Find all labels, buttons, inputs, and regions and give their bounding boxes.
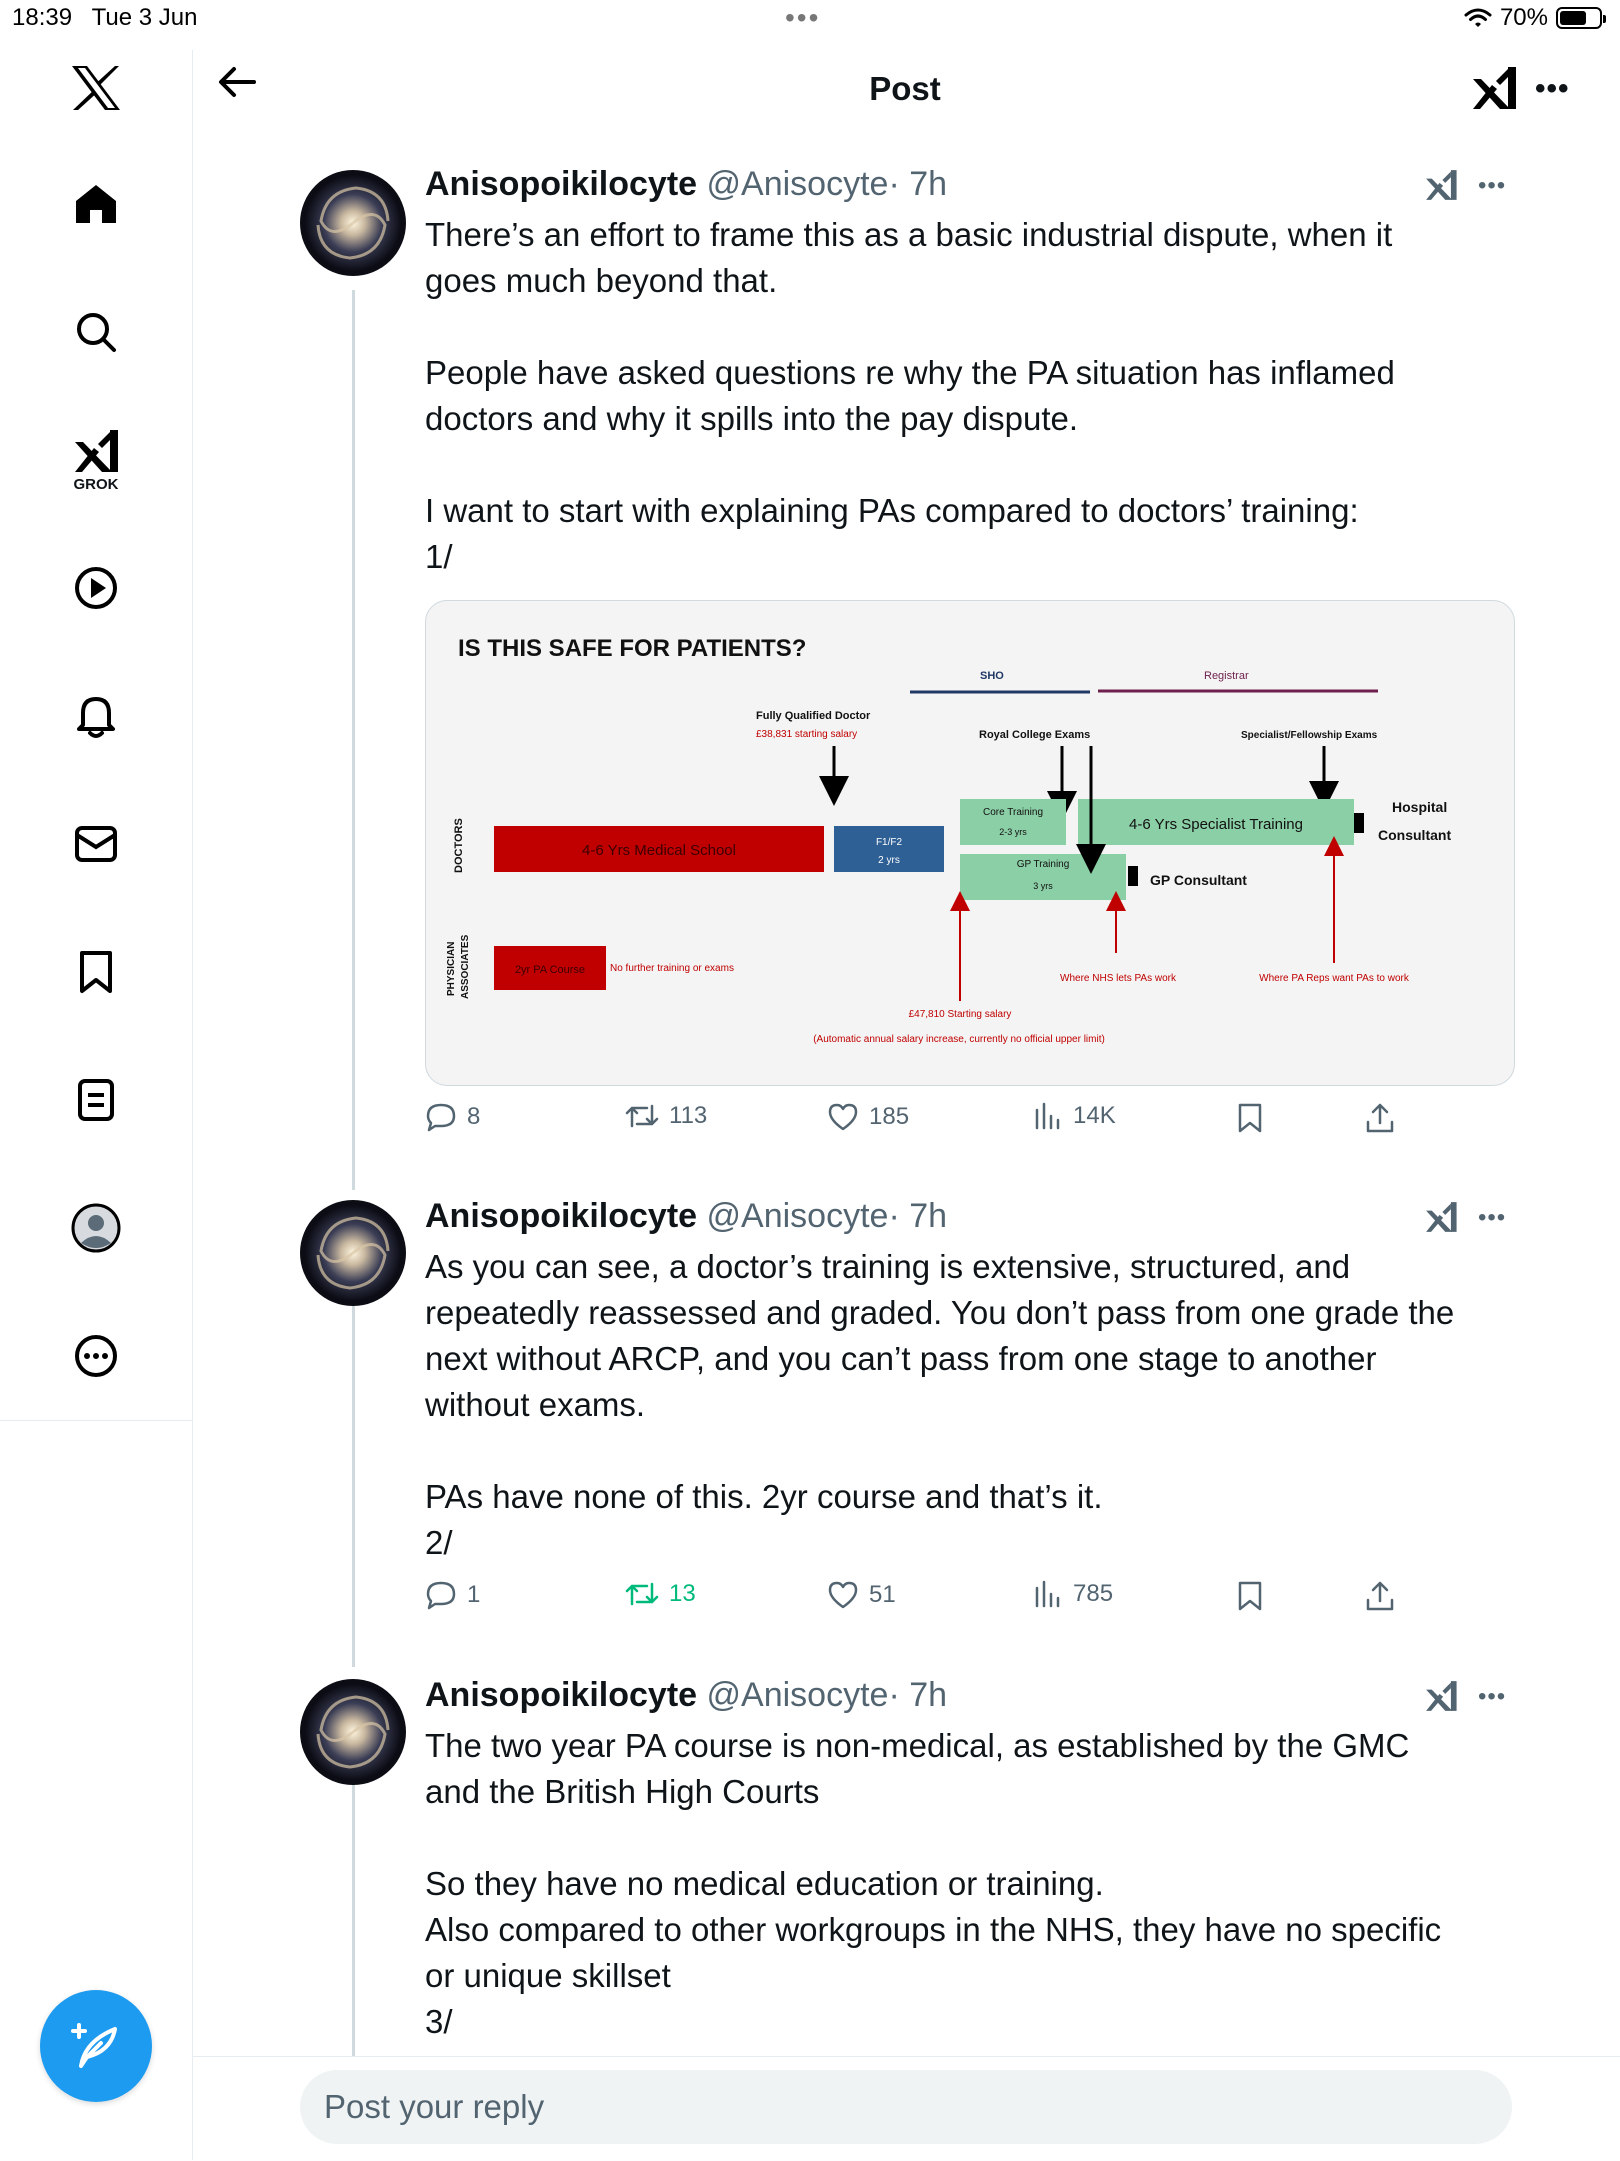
core-yrs-label: 2-3 yrs — [999, 827, 1027, 837]
sidebar-item-videos[interactable] — [66, 558, 126, 618]
text-line: and the British High Courts — [425, 1773, 820, 1810]
compose-feather-icon — [71, 2021, 121, 2071]
medical-school-label: 4-6 Yrs Medical School — [582, 842, 736, 859]
galaxy-avatar-image — [300, 170, 406, 276]
text-line: next without ARCP, and you can’t pass from one stage to another — [425, 1340, 1377, 1377]
thread-line — [352, 1740, 355, 2060]
post-more-button[interactable]: ••• — [1478, 1204, 1507, 1231]
text-line: goes much beyond that. — [425, 262, 778, 299]
bookmark-icon — [1237, 1102, 1263, 1134]
text-line: Also compared to other workgroups in the NHS, they have no specific — [425, 1911, 1442, 1948]
like-count: 51 — [869, 1581, 896, 1608]
grok-icon — [1424, 168, 1458, 202]
repost-button[interactable] — [625, 1580, 696, 1608]
no-further-label: No further training or exams — [610, 963, 734, 974]
text-line: 2/ — [425, 1524, 453, 1561]
specialist-training-label: 4-6 Yrs Specialist Training — [1129, 816, 1303, 833]
page-title: Post — [869, 70, 941, 107]
reply-icon — [425, 1580, 457, 1610]
grok-icon — [1424, 1679, 1458, 1713]
pa-course-label: 2yr PA Course — [514, 964, 586, 976]
grok-label: GROK — [73, 475, 119, 493]
heart-icon — [827, 1580, 859, 1610]
text-line: without exams. — [425, 1386, 646, 1423]
views-chart-icon — [1033, 1580, 1063, 1608]
sidebar — [0, 50, 193, 2160]
home-icon — [74, 183, 118, 225]
post-more-button[interactable]: ••• — [1478, 172, 1507, 199]
text-line: or unique skillset — [425, 1957, 671, 1994]
post-header — [425, 1197, 947, 1236]
share-icon — [1365, 1102, 1395, 1134]
core-training-bar — [960, 799, 1066, 845]
pa-salary-label: £47,810 Starting salary — [908, 1009, 1012, 1020]
royal-college-label: Royal College Exams — [979, 729, 1091, 741]
like-button[interactable] — [827, 1580, 896, 1610]
status-time: 18:39 Tue 3 Jun — [12, 4, 198, 31]
gp-yrs-label: 3 yrs — [1033, 881, 1053, 891]
bookmark-icon — [79, 950, 113, 994]
post-text — [425, 1723, 1515, 2045]
reply-input[interactable] — [300, 2070, 1512, 2144]
sidebar-divider — [0, 1420, 192, 1421]
grok-icon — [72, 428, 120, 474]
gp-training-label: GP Training — [1016, 859, 1070, 870]
physician-axis-label: PHYSICIAN — [446, 941, 457, 996]
specialist-exams-label: Specialist/Fellowship Exams — [1241, 730, 1378, 741]
author-handle[interactable]: @Anisocyte — [706, 165, 889, 203]
sidebar-item-search[interactable] — [66, 302, 126, 362]
post-grok-button[interactable] — [1424, 168, 1458, 207]
avatar[interactable] — [300, 170, 406, 276]
post-image[interactable] — [425, 600, 1515, 1086]
text-line: 3/ — [425, 2003, 453, 2040]
post-time[interactable]: · 7h — [888, 1197, 948, 1235]
avatar[interactable] — [300, 1200, 406, 1306]
sidebar-item-bookmarks[interactable] — [66, 942, 126, 1002]
text-line: There’s an effort to frame this as a basic industrial dispute, when it — [425, 216, 1393, 253]
author-name[interactable]: Anisopoikilocyte — [425, 165, 698, 203]
bookmark-button[interactable] — [1237, 1102, 1263, 1134]
post-more-button[interactable]: ••• — [1478, 1683, 1507, 1710]
views-count: 785 — [1073, 1580, 1114, 1607]
author-handle[interactable]: @Anisocyte — [706, 1197, 889, 1235]
thread-line — [352, 290, 355, 1190]
text-line: So they have no medical education or training. — [425, 1865, 1104, 1902]
associates-axis-label: ASSOCIATES — [460, 934, 471, 999]
author-name[interactable]: Anisopoikilocyte — [425, 1676, 698, 1714]
sho-label: SHO — [980, 670, 1004, 682]
bookmark-icon — [1237, 1580, 1263, 1612]
bookmark-button[interactable] — [1237, 1580, 1263, 1612]
sidebar-item-home[interactable] — [66, 174, 126, 234]
fully-qualified-label: Fully Qualified Doctor — [756, 710, 871, 722]
f1f2-yrs-label: 2 yrs — [878, 855, 900, 866]
views-button[interactable] — [1033, 1580, 1113, 1608]
post-header — [425, 165, 947, 204]
mail-icon — [74, 825, 118, 863]
post-actions — [425, 1580, 1425, 1620]
pa-salary-note: (Automatic annual salary increase, currently no official upper limit) — [813, 1034, 1105, 1045]
repost-icon — [625, 1102, 659, 1130]
post-grok-button[interactable] — [1424, 1679, 1458, 1718]
sidebar-item-notifications[interactable] — [66, 686, 126, 746]
nhs-lets-label: Where NHS lets PAs work — [1060, 973, 1176, 984]
sidebar-item-lists[interactable] — [66, 1070, 126, 1130]
registrar-label: Registrar — [1204, 670, 1249, 682]
search-icon — [75, 311, 117, 353]
text-line: I want to start with explaining PAs compared to doctors’ training: — [425, 492, 1359, 529]
pa-reps-label: Where PA Reps want PAs to work — [1259, 973, 1409, 984]
sidebar-item-messages[interactable] — [66, 814, 126, 874]
post-header — [425, 1676, 947, 1715]
doctors-axis-label: DOCTORS — [453, 818, 465, 873]
hospital-consultant-label-1: Hospital — [1392, 799, 1448, 815]
heart-icon — [827, 1102, 859, 1132]
header-grok-button[interactable] — [1470, 64, 1518, 117]
text-line: People have asked questions re why the PA situation has inflamed — [425, 354, 1395, 391]
post-text — [425, 1244, 1515, 1566]
specialist-end-marker — [1354, 813, 1364, 833]
like-count: 185 — [869, 1103, 910, 1130]
more-icon — [74, 1334, 118, 1378]
text-line: doctors and why it spills into the pay dispute. — [425, 400, 1079, 437]
fq-salary-label: £38,831 starting salary — [756, 729, 858, 740]
text-line: 1/ — [425, 538, 453, 575]
text-line: PAs have none of this. 2yr course and that’s it. — [425, 1478, 1103, 1515]
avatar-icon — [71, 1203, 121, 1253]
post-time[interactable]: · 7h — [888, 165, 948, 203]
post-text — [425, 212, 1515, 580]
galaxy-avatar-image — [300, 1200, 406, 1306]
share-button[interactable] — [1365, 1580, 1395, 1612]
views-button[interactable] — [1033, 1102, 1116, 1130]
repost-count: 113 — [669, 1102, 708, 1129]
share-icon — [1365, 1580, 1395, 1612]
share-button[interactable] — [1365, 1102, 1395, 1134]
bell-icon — [75, 693, 117, 739]
play-icon — [74, 566, 118, 610]
battery-percent: 70% — [1499, 4, 1548, 31]
thread-line — [352, 1262, 355, 1667]
core-training-label: Core Training — [982, 807, 1044, 818]
repost-count: 13 — [669, 1580, 696, 1607]
author-handle[interactable]: @Anisocyte — [706, 1676, 889, 1714]
gp-consultant-label: GP Consultant — [1150, 872, 1247, 888]
grok-icon — [1424, 1200, 1458, 1234]
grok-icon — [1470, 64, 1518, 112]
text-line: repeatedly reassessed and graded. You don’t pass from one grade the — [425, 1294, 1455, 1331]
text-line: As you can see, a doctor’s training is extensive, structured, and — [425, 1248, 1351, 1285]
views-count: 14K — [1073, 1102, 1116, 1129]
list-icon — [77, 1078, 115, 1122]
reply-button[interactable] — [425, 1102, 480, 1132]
repost-button[interactable] — [625, 1102, 707, 1130]
post-grok-button[interactable] — [1424, 1200, 1458, 1239]
compose-button[interactable] — [40, 1990, 152, 2102]
status-indicators — [1464, 4, 1602, 32]
author-name[interactable]: Anisopoikilocyte — [425, 1197, 698, 1235]
repost-icon — [625, 1580, 659, 1608]
hospital-consultant-label-2: Consultant — [1378, 827, 1452, 843]
avatar[interactable] — [300, 1679, 406, 1785]
sidebar-item-more[interactable] — [66, 1326, 126, 1386]
reply-count: 1 — [467, 1581, 481, 1608]
like-button[interactable] — [827, 1102, 909, 1132]
infographic-title: IS THIS SAFE FOR PATIENTS? — [458, 635, 807, 662]
post-time[interactable]: · 7h — [888, 1676, 948, 1714]
training-comparison-infographic — [426, 601, 1514, 1085]
f1f2-label: F1/F2 — [875, 837, 903, 848]
battery-icon — [1556, 7, 1602, 29]
views-chart-icon — [1033, 1102, 1063, 1130]
galaxy-avatar-image — [300, 1679, 406, 1785]
text-line: The two year PA course is non-medical, as established by the GMC — [425, 1727, 1410, 1764]
multitasking-dots[interactable]: ••• — [785, 2, 821, 33]
post-actions — [425, 1102, 1425, 1142]
reply-count: 8 — [467, 1103, 481, 1130]
header-more-button[interactable]: ••• — [1535, 72, 1570, 105]
reply-button[interactable] — [425, 1580, 480, 1610]
sidebar-item-profile[interactable] — [66, 1198, 126, 1258]
gp-end-marker — [1128, 866, 1138, 886]
wifi-icon — [1464, 7, 1492, 29]
reply-icon — [425, 1102, 457, 1132]
sidebar-item-grok[interactable] — [66, 420, 126, 500]
